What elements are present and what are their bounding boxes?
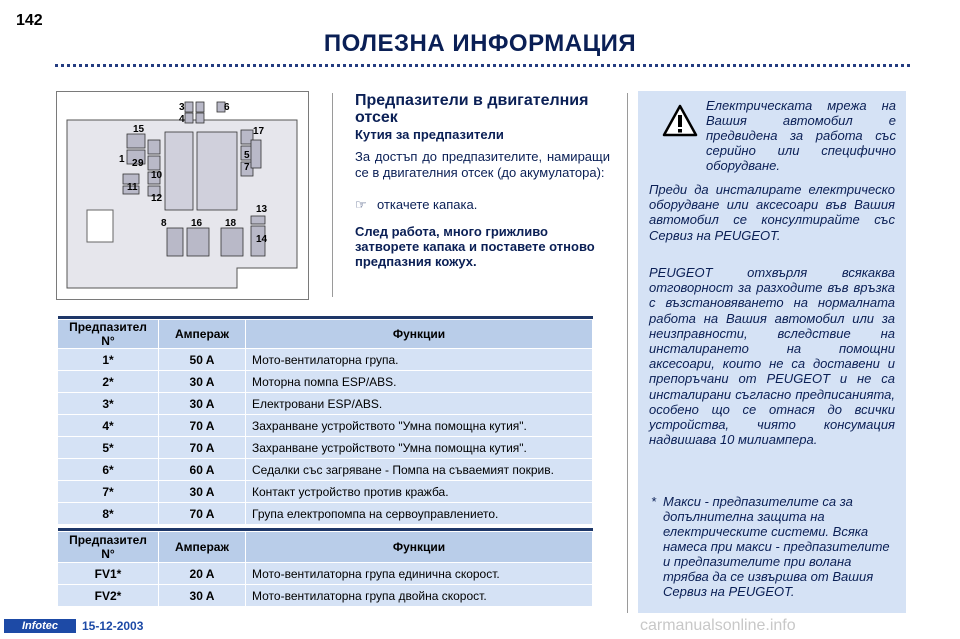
section-title: Предпазители в двигателния отсек (355, 92, 589, 126)
infotec-logo: Infotec (4, 619, 76, 633)
diagram-label-15: 15 (133, 124, 145, 135)
diagram-label-7: 7 (244, 162, 250, 173)
col-header-fuse: Предпазител N° (58, 532, 159, 563)
col-header-amperage: Ампераж (159, 532, 246, 563)
title-divider (55, 64, 910, 67)
col-header-functions: Функции (246, 320, 593, 349)
diagram-label-17: 17 (253, 126, 265, 137)
fuse-amperage: 70 A (159, 437, 246, 459)
col-header-fuse: Предпазител N° (58, 320, 159, 349)
fuse-number: 1* (58, 349, 159, 371)
table-row (58, 415, 593, 437)
table-row (58, 371, 593, 393)
page-title: ПОЛЕЗНА ИНФОРМАЦИЯ (323, 30, 637, 57)
table-row (58, 585, 593, 607)
table-row (58, 481, 593, 503)
fuse-amperage: 20 A (159, 563, 246, 585)
column-divider (332, 93, 333, 297)
info-intro: Електрическата мрежа на Вашия автомобил е предвидена за работа със серийно или специфично оборудване. (706, 98, 896, 173)
column-divider-right (627, 93, 628, 613)
fuse-number: 2* (58, 371, 159, 393)
bullet-text: откачете капака. (377, 197, 478, 212)
table-row (58, 459, 593, 481)
fuse-amperage: 30 A (159, 393, 246, 415)
col-header-functions: Функции (246, 532, 593, 563)
fuse-amperage: 70 A (159, 415, 246, 437)
info-paragraph-2: PEUGEOT отхвърля всякаква отговорност за разходите във връзка с възстановяването на нормалната работа на Вашия автомобил или за неизправности, вследствие на инсталирането на помощни аксесоари, които не са доставени и препоръчани от PEUGEOT и не са инсталирани съгласно предписанията, особено що се отнася до всички устройства, чиято консумация надвишава 10 милиампера. (649, 265, 895, 448)
section-warning-text: След работа, много грижливо затворете капака и поставете отново предпазния кожух. (355, 224, 595, 269)
fuse-number: 6* (58, 459, 159, 481)
fuse-function: Седалки със загряване - Помпа на съваемият покрив. (246, 459, 593, 481)
diagram-label-3: 3 (179, 102, 185, 113)
diagram-label-6: 6 (224, 102, 230, 113)
fuse-amperage: 30 A (159, 371, 246, 393)
diagram-label-14: 14 (256, 234, 268, 245)
fuse-number: FV2* (58, 585, 159, 607)
fuse-number: 5* (58, 437, 159, 459)
fuse-function: Мото-вентилаторна група единична скорост. (246, 563, 593, 585)
table-row (58, 349, 593, 371)
diagram-label-2: 2 (132, 158, 138, 169)
table-row (58, 503, 593, 525)
fuse-amperage: 60 A (159, 459, 246, 481)
fuse-function: Група електропомпа на сервоуправлението. (246, 503, 593, 525)
diagram-label-16: 16 (191, 218, 203, 229)
section-body: За достъп до предпазителите, намиращи се в двигателния отсек (до акумулатора): (355, 149, 610, 180)
diagram-label-13: 13 (256, 204, 268, 215)
diagram-label-11: 11 (127, 182, 138, 193)
fuse-function: Моторна помпа ESP/ABS. (246, 371, 593, 393)
col-header-amperage: Ампераж (159, 320, 246, 349)
table-row (58, 393, 593, 415)
fuse-table-fv (57, 528, 593, 607)
diagram-label-4: 4 (179, 114, 185, 125)
fuse-amperage: 50 A (159, 349, 246, 371)
diagram-label-10: 10 (151, 170, 163, 181)
fuse-number: 8* (58, 503, 159, 525)
diagram-label-12: 12 (151, 193, 163, 204)
diagram-label-1: 1 (119, 154, 125, 165)
fuse-amperage: 70 A (159, 503, 246, 525)
fuse-number: 3* (58, 393, 159, 415)
diagram-label-5: 5 (244, 150, 250, 161)
fuse-function: Мото-вентилаторна група. (246, 349, 593, 371)
fuse-number: 4* (58, 415, 159, 437)
warning-triangle-icon (662, 104, 698, 143)
watermark: carmanualsonline.info (640, 617, 796, 634)
section-bullet (355, 197, 477, 213)
diagram-label-8: 8 (161, 218, 167, 229)
fuse-function: Мото-вентилаторна група двойна скорост. (246, 585, 593, 607)
footnote-text: Макси - предпазителите са за допълнителна защита на електрическите системи. Всяка намеса при макси - предпазителите и предпазителите при волана трябва да се извършва от Вашия Сервиз на PEUGEOT. (663, 494, 890, 599)
fuse-function: Контакт устройство против кражба. (246, 481, 593, 503)
info-paragraph-1: Преди да инсталирате електрическо оборудване или аксесоари във Вашия автомобил се консултирайте със Сервиз на PEUGEOT. (649, 182, 895, 243)
diagram-label-18: 18 (225, 218, 237, 229)
fuse-box-diagram (56, 91, 309, 300)
fuse-amperage: 30 A (159, 585, 246, 607)
table-row (58, 437, 593, 459)
footnote-asterisk: * (651, 494, 657, 509)
fuse-number: FV1* (58, 563, 159, 585)
fuse-amperage: 30 A (159, 481, 246, 503)
info-footnote (651, 494, 895, 599)
fuse-table-main (57, 316, 593, 525)
fuse-number: 7* (58, 481, 159, 503)
pointing-hand-icon: ☞ (355, 197, 367, 212)
section-subtitle: Кутия за предпазители (355, 127, 504, 142)
fuse-function: Захранване устройството "Умна помощна кутия". (246, 415, 593, 437)
table-row (58, 563, 593, 585)
fuse-function: Захранване устройството "Умна помощна кутия". (246, 437, 593, 459)
diagram-label-9: 9 (138, 158, 144, 169)
footer-date: 15-12-2003 (82, 619, 144, 633)
page-number: 142 (16, 12, 43, 29)
fuse-function: Електровани ESP/ABS. (246, 393, 593, 415)
